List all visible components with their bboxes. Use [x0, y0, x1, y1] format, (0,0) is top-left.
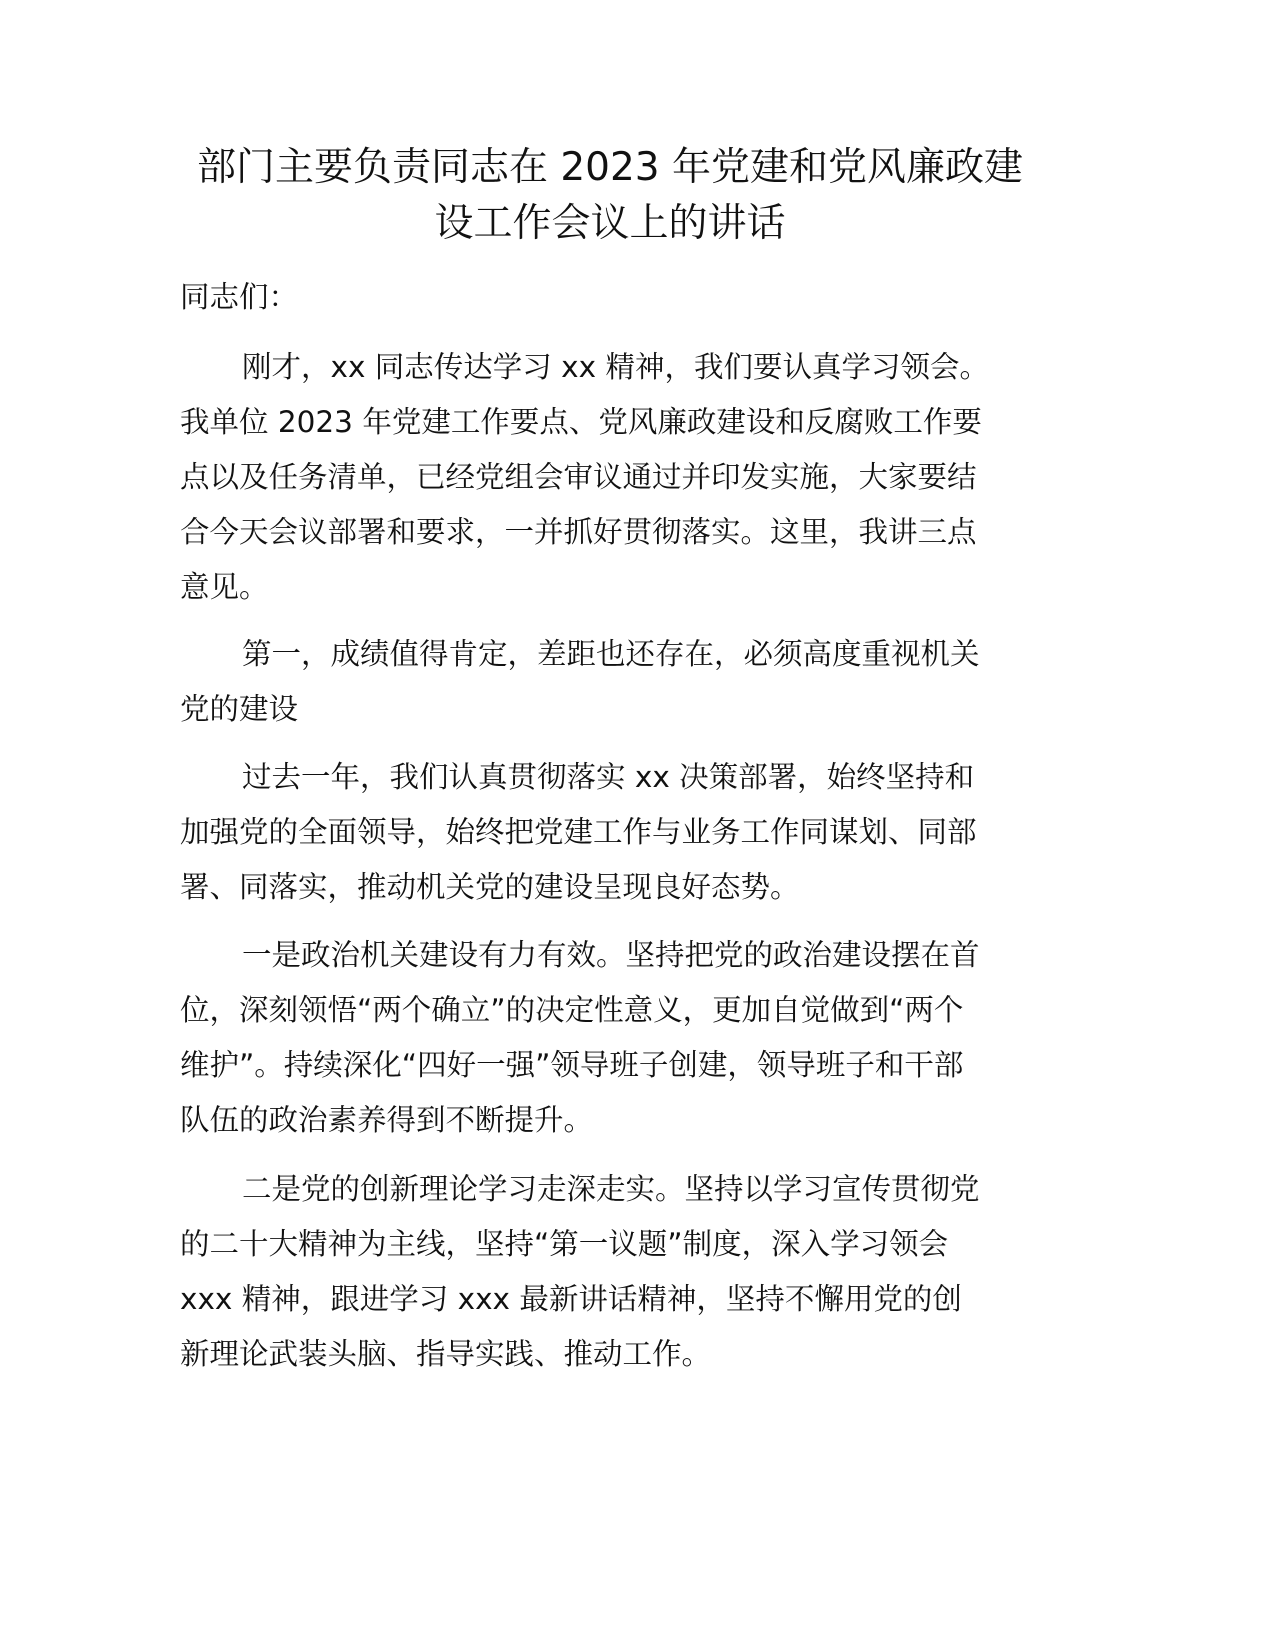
title-line: 部门主要负责同志在 2023 年党建和党风廉政建 — [196, 145, 1024, 190]
section-heading-first — [180, 627, 1040, 737]
paragraph-line: 第一，成绩值得肯定，差距也还存在，必须高度重视机关 — [242, 637, 980, 671]
paragraph-line: 过去一年，我们认真贯彻落实 xx 决策部署，始终坚持和 — [242, 760, 975, 794]
paragraph-line: 点以及任务清单，已经党组会审议通过并印发实施，大家要结 — [180, 460, 977, 494]
paragraph-intro — [180, 340, 1040, 615]
paragraph-theory-study — [180, 1162, 1040, 1382]
paragraph-line: 二是党的创新理论学习走深走实。坚持以学习宣传贯彻党 — [242, 1172, 980, 1206]
paragraph-line: 我单位 2023 年党建工作要点、党风廉政建设和反腐败工作要 — [180, 405, 982, 439]
document-title — [170, 140, 1050, 252]
paragraph-line: 刚才，xx 同志传达学习 xx 精神，我们要认真学习领会。 — [242, 350, 989, 384]
paragraph-line: 加强党的全面领导，始终把党建工作与业务工作同谋划、同部 — [180, 815, 977, 849]
paragraph-line: 署、同落实，推动机关党的建设呈现良好态势。 — [180, 870, 800, 904]
title-line: 设工作会议上的讲话 — [434, 201, 786, 246]
paragraph-past-year — [180, 750, 1040, 915]
paragraph-line: 合今天会议部署和要求，一并抓好贯彻落实。这里，我讲三点 — [180, 515, 977, 549]
paragraph-line: 位，深刻领悟“两个确立”的决定性意义，更加自觉做到“两个 — [180, 993, 964, 1027]
paragraph-line: 维护”。持续深化“四好一强”领导班子创建，领导班子和干部 — [180, 1048, 964, 1082]
paragraph-political-construction — [180, 928, 1040, 1148]
paragraph-line: 一是政治机关建设有力有效。坚持把党的政治建设摆在首 — [242, 938, 980, 972]
paragraph-line: xxx 精神，跟进学习 xxx 最新讲话精神，坚持不懈用党的创 — [180, 1282, 962, 1316]
paragraph-line: 的二十大精神为主线，坚持“第一议题”制度，深入学习领会 — [180, 1227, 949, 1261]
salutation-text: 同志们： — [180, 280, 299, 314]
paragraph-line: 队伍的政治素养得到不断提升。 — [180, 1103, 594, 1137]
paragraph-line: 党的建设 — [180, 692, 299, 726]
paragraph-line: 意见。 — [180, 570, 269, 604]
salutation — [180, 270, 1040, 325]
paragraph-line: 新理论武装头脑、指导实践、推动工作。 — [180, 1337, 712, 1371]
